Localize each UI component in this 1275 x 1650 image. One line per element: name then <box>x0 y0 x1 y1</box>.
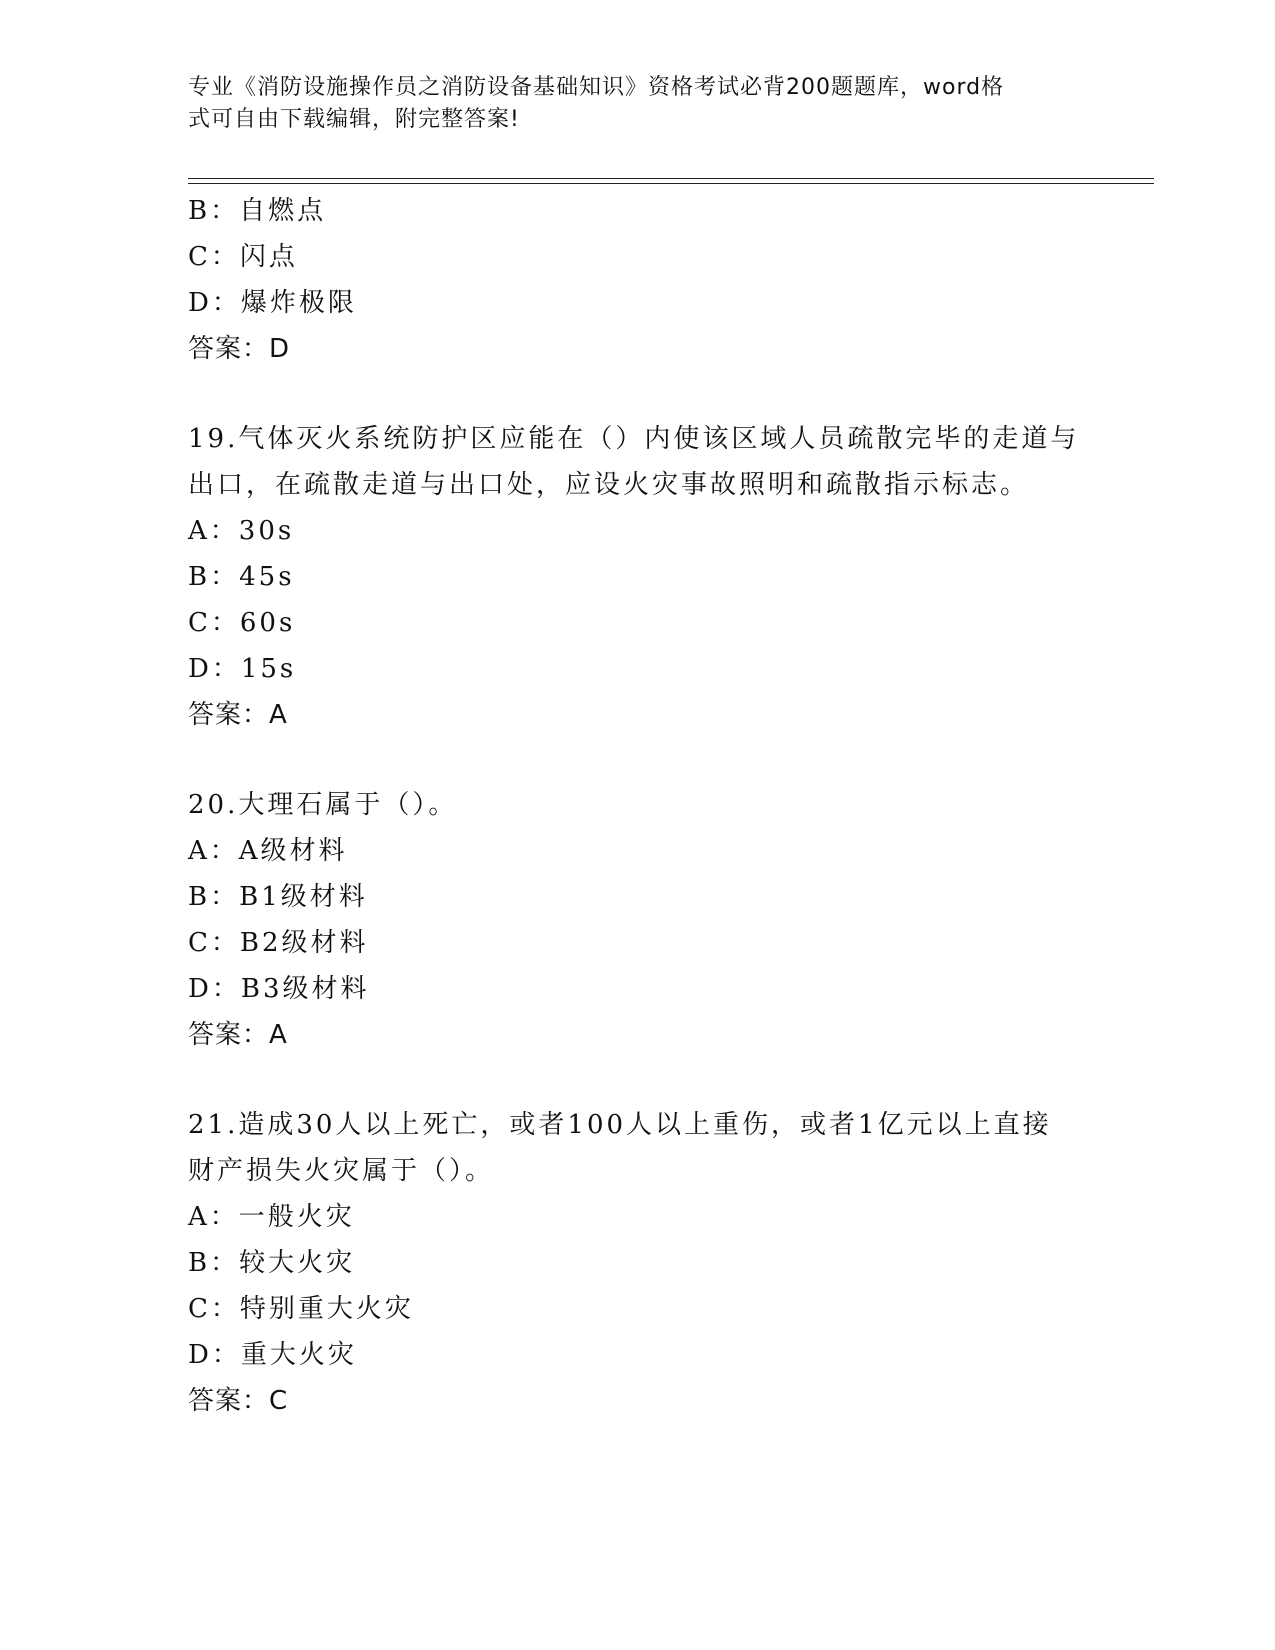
option-a: A：30s <box>188 516 295 546</box>
question-stem: 19.气体灭火系统防护区应能在（）内使该区域人员疏散完毕的走道与 <box>188 424 1080 454</box>
option-d: D：15s <box>188 654 297 684</box>
question-21 <box>188 1102 1088 1424</box>
option-d: D：B3级材料 <box>188 974 370 1004</box>
question-stem: 财产损失火灾属于（）。 <box>188 1156 495 1186</box>
option-b: B：自燃点 <box>188 196 327 226</box>
question-18-continuation <box>188 188 1088 372</box>
header-line-1: 专业《消防设施操作员之消防设备基础知识》资格考试必背200题题库，word格 <box>188 75 1005 100</box>
header-line-2: 式可自由下载编辑，附完整答案! <box>188 107 520 132</box>
question-list <box>188 188 1088 1424</box>
option-d: D：爆炸极限 <box>188 288 357 318</box>
option-c: C：60s <box>188 608 296 638</box>
question-gap <box>188 372 1088 416</box>
option-c: C：特别重大火灾 <box>188 1294 414 1324</box>
question-gap <box>188 1058 1088 1102</box>
option-a: A：A级材料 <box>188 836 348 866</box>
question-20 <box>188 782 1088 1058</box>
header-divider-top <box>188 178 1154 179</box>
question-gap <box>188 738 1088 782</box>
question-19 <box>188 416 1088 738</box>
option-a: A：一般火灾 <box>188 1202 355 1232</box>
answer: 答案：D <box>188 334 291 364</box>
answer: 答案：C <box>188 1386 289 1416</box>
header-divider-bottom <box>188 183 1154 184</box>
option-b: B：45s <box>188 562 295 592</box>
answer: 答案：A <box>188 1020 288 1050</box>
question-stem: 出口，在疏散走道与出口处，应设火灾事故照明和疏散指示标志。 <box>188 470 1030 500</box>
option-b: B：较大火灾 <box>188 1248 356 1278</box>
question-stem: 21.造成30人以上死亡，或者100人以上重伤，或者1亿元以上直接 <box>188 1110 1052 1140</box>
option-b: B：B1级材料 <box>188 882 368 912</box>
option-c: C：B2级材料 <box>188 928 369 958</box>
answer: 答案：A <box>188 700 288 730</box>
document-header <box>188 72 1068 136</box>
option-d: D：重大火灾 <box>188 1340 357 1370</box>
question-stem: 20.大理石属于（）。 <box>188 790 458 820</box>
option-c: C：闪点 <box>188 242 298 272</box>
